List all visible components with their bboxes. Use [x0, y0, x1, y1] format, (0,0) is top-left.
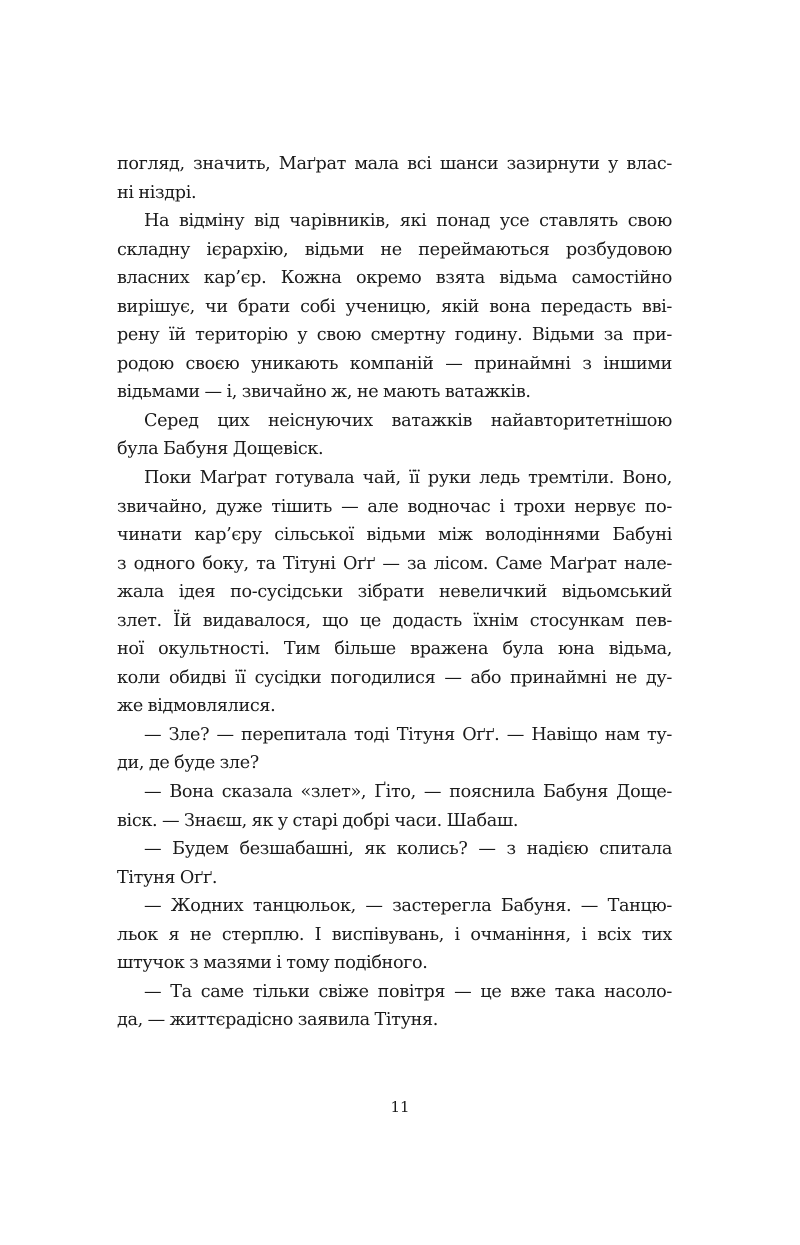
text-line: коли обидві її сусідки погодилися — або принаймні не ду- — [117, 667, 672, 688]
text-line: ди, де буде зле? — [117, 753, 259, 774]
text-line: злет. Їй видавалося, що це додасть їхнім стосункам пев- — [117, 610, 672, 631]
text-line: чинати кар’єру сільської відьми між володіннями Бабуні — [117, 525, 672, 546]
text-line: — Жодних танцюльок, — застерегла Бабуня. — Танцю- — [144, 896, 672, 917]
text-line: штучок з мазями і тому подібного. — [117, 953, 428, 974]
text-line: Серед цих неіснуючих ватажків найавторитетнішою — [144, 410, 672, 431]
text-line: — Зле? — перепитала тоді Тітуня Оґґ. — Навіщо нам ту- — [144, 724, 672, 745]
page-body — [117, 150, 672, 1035]
text-line: На відміну від чарівників, які понад усе ставлять свою — [144, 211, 672, 232]
text-line: — Та саме тільки свіже повітря — це вже така насоло- — [144, 981, 672, 1002]
text-line: жала ідея по-сусідськи зібрати невеличкий відьомський — [117, 582, 672, 603]
text-line: Поки Маґрат готувала чай, її руки ледь тремтіли. Воно, — [144, 468, 672, 489]
text-line: віск. — Знаєш, як у старі добрі часи. Шабаш. — [117, 810, 519, 831]
text-line: родою своєю уникають компаній — принаймні з іншими — [117, 353, 672, 374]
text-line: — Вона сказала «злет», Ґіто, — пояснила Бабуня Доще- — [144, 782, 672, 803]
text-line: відьмами — і, звичайно ж, не мають ватажків. — [117, 382, 531, 403]
text-line: ної окультності. Тим більше вражена була юна відьма, — [117, 639, 672, 660]
text-line: складну ієрархію, відьми не переймаються розбудовою — [117, 239, 672, 260]
text-line: з одного боку, та Тітуні Оґґ — за лісом. Саме Маґрат нале- — [117, 553, 672, 574]
text-line: рену їй територію у свою смертну годину. Відьми за при- — [117, 325, 672, 346]
text-line: вирішує, чи брати собі ученицю, якій вона передасть вві- — [117, 296, 672, 317]
text-line: звичайно, дуже тішить — але водночас і трохи нервує по- — [117, 496, 672, 517]
page-number: 11 — [390, 1098, 410, 1116]
text-line: — Будем безшабашні, як колись? — з надією спитала — [144, 839, 672, 860]
text-line: ні ніздрі. — [117, 182, 197, 203]
text-line: Тітуня Оґґ. — [117, 867, 218, 888]
text-line: да, — життєрадісно заявила Тітуня. — [117, 1010, 438, 1031]
text-line: власних кар’єр. Кожна окремо взята відьма самостійно — [117, 268, 672, 289]
text-line: же відмовлялися. — [117, 696, 276, 717]
text-line: була Бабуня Дощевіск. — [117, 439, 324, 460]
text-line: погляд, значить, Маґрат мала всі шанси зазирнути у влас- — [117, 154, 672, 174]
text-line: льок я не стерплю. І виспівувань, і очманіння, і всіх тих — [117, 924, 672, 945]
